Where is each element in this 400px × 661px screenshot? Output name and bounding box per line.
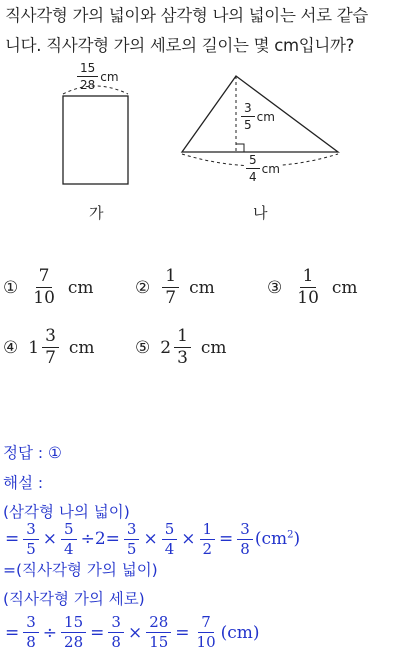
- option-4[interactable]: [3, 328, 95, 367]
- option-5-num: 1: [174, 328, 191, 348]
- question-line-1: 직사각형 가의 넓이와 삼각형 나의 넓이는 서로 같습: [5, 6, 369, 25]
- option-1-mark: ①: [3, 277, 19, 298]
- option-1-den: 10: [33, 288, 55, 308]
- label-na: 나: [253, 204, 268, 222]
- option-3[interactable]: [267, 268, 358, 307]
- option-5[interactable]: [135, 328, 227, 367]
- option-5-den: 3: [177, 348, 188, 368]
- option-3-num: 1: [300, 268, 317, 288]
- right-angle-mark: [236, 144, 244, 152]
- option-4-mark: ④: [3, 337, 19, 358]
- answer-label: 정답 : ①: [3, 444, 62, 462]
- explain-line-4: (직사각형 가의 세로): [3, 590, 145, 608]
- option-5-whole: 2: [160, 337, 172, 358]
- option-3-den: 10: [297, 288, 319, 308]
- option-2-unit: cm: [189, 277, 215, 298]
- tri-height-label: [239, 102, 275, 131]
- explain-eq-2: = $\frac{3}{8}$ ÷ $\frac{15}{28}$ = $\frac{3}{8}$ × $\frac{28}{15}$ = $\frac{7}{10}$ (cm): [5, 613, 260, 651]
- option-2-den: 7: [165, 288, 177, 308]
- rect-width-den: 28: [80, 78, 96, 92]
- option-2[interactable]: [135, 268, 215, 307]
- option-4-num: 3: [42, 328, 59, 348]
- tri-height-unit: cm: [256, 109, 275, 124]
- explain-line-1: (삼각형 나의 넓이): [3, 503, 130, 521]
- option-3-mark: ③: [267, 277, 283, 298]
- option-1[interactable]: [3, 268, 94, 307]
- rectangle-ga: [63, 96, 128, 184]
- explain-eq-1: = $\frac{3}{5}$ × $\frac{5}{4}$ ÷2= $\frac{3}{5}$ × $\frac{5}{4}$ × $\frac{1}{2}$ = $\frac{3}{8}$ $(cm^2)$: [5, 519, 301, 558]
- option-1-num: 7: [36, 268, 53, 288]
- option-5-mark: ⑤: [135, 337, 151, 358]
- question-line-2: 니다. 직사각형 가의 세로의 길이는 몇 cm입니까?: [5, 36, 355, 55]
- rect-width-label: [75, 62, 119, 91]
- option-5-unit: cm: [200, 337, 227, 358]
- option-4-unit: cm: [68, 337, 95, 358]
- option-4-den: 7: [45, 348, 56, 368]
- option-2-num: 1: [162, 268, 179, 288]
- figure: [0, 0, 400, 230]
- rect-width-unit: cm: [100, 69, 119, 84]
- explain-label: 해설 :: [3, 474, 44, 492]
- label-ga: 가: [89, 204, 104, 222]
- option-1-unit: cm: [67, 277, 94, 298]
- tri-base-num: 5: [246, 154, 260, 169]
- tri-base-label: [244, 154, 280, 183]
- option-3-unit: cm: [331, 277, 358, 298]
- tri-base-unit: cm: [261, 161, 280, 176]
- tri-height-num: 3: [241, 102, 255, 117]
- tri-base-den: 4: [249, 170, 257, 184]
- option-2-mark: ②: [135, 277, 151, 298]
- explain-line-3: =(직사각형 가의 넓이): [3, 561, 158, 579]
- option-4-whole: 1: [28, 337, 40, 358]
- rect-width-num: 15: [77, 62, 98, 77]
- tri-height-den: 5: [244, 118, 252, 132]
